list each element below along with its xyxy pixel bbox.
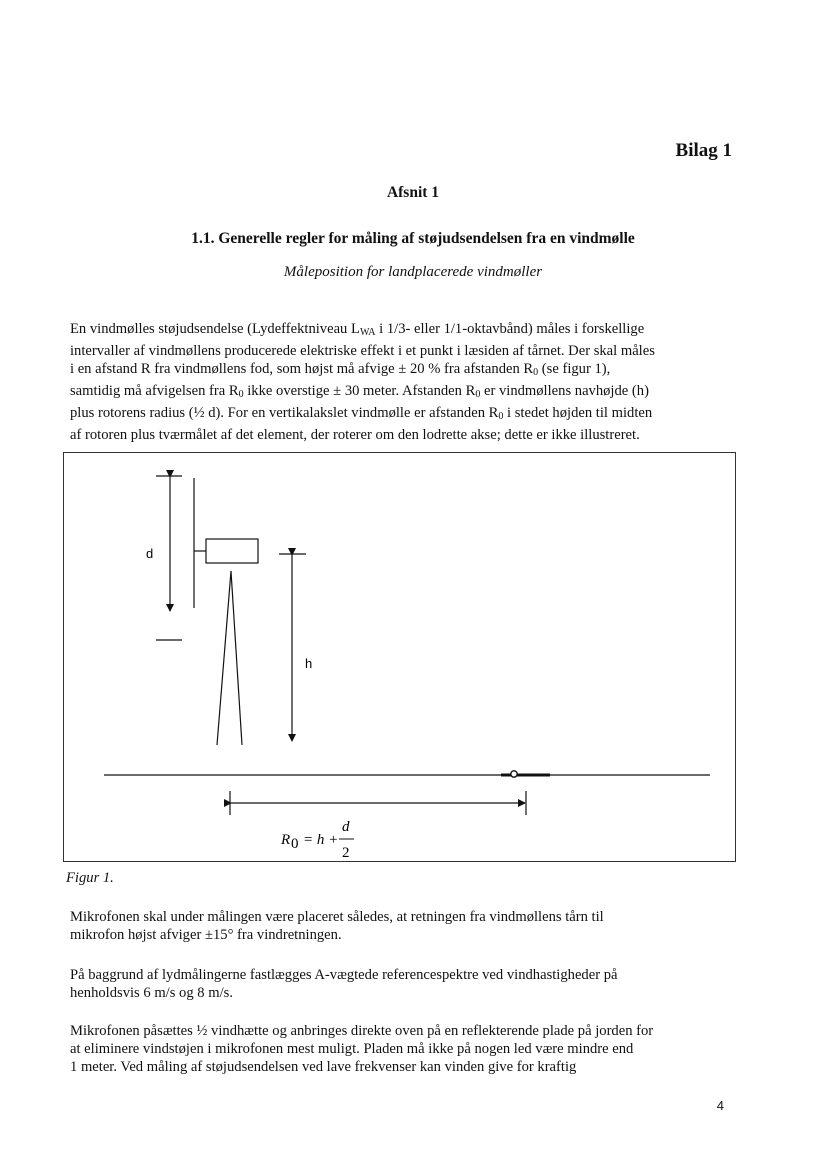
- text-line: Mikrofonen påsættes ½ vindhætte og anbringes direkte oven på en reflekterende plade på jorden for: [70, 1023, 654, 1039]
- label-d: d: [146, 546, 154, 561]
- page-number: 4: [716, 1098, 724, 1113]
- figure-caption: Figur 1.: [66, 870, 114, 886]
- appendix-label: Bilag 1: [675, 140, 732, 161]
- text-line: En vindmølles støjudsendelse (Lydeffektniveau $L_{WA}$ i 1/3- eller 1/1-oktavbånd) måles i forskellige: [70, 321, 645, 338]
- paragraph-microphone-direction: [70, 908, 750, 944]
- paragraph-wind-screen: [70, 1022, 750, 1076]
- text-line: af rotoren plus tværmålet af det element, der roterer om den lodrette akse; dette er ikke illustreret.: [70, 427, 640, 443]
- section-heading: 1.1. Generelle regler for måling af støjudsendelsen fra en vindmølle: [191, 230, 635, 247]
- formula-equals: = h +: [303, 832, 339, 848]
- text-line: henholdsvis 6 m/s og 8 m/s.: [70, 985, 233, 1001]
- formula-denominator: 2: [342, 845, 350, 861]
- text-line: at eliminere vindstøjen i mikrofonen mest muligt. Pladen må ikke på nogen led være mindre end: [70, 1041, 634, 1057]
- text-line: i en afstand R fra vindmøllens fod, som højst må afvige ± 20 % fra afstanden $R_0$ (se figur 1),: [70, 361, 611, 378]
- r0-formula: [280, 819, 354, 861]
- tower-left: [217, 571, 231, 745]
- text-line: samtidig må afvigelsen fra $R_0$ ikke overstige ± 30 meter. Afstanden $R_0$ er vindmøllens navhøjde (h): [70, 383, 649, 400]
- microphone-marker: [511, 771, 517, 777]
- formula-numerator: d: [342, 819, 350, 835]
- wind-turbine-diagram: [64, 453, 737, 863]
- formula-subscript: 0: [291, 836, 299, 852]
- text-line: På baggrund af lydmålingerne fastlægges A-vægtede referencespektre ved vindhastigheder på: [70, 967, 618, 983]
- section-title: Afsnit 1: [386, 184, 440, 201]
- text-line: plus rotorens radius (½ d). For en vertikalakslet vindmølle er afstanden $R_0$ i stedet højden til midten: [70, 405, 653, 422]
- nacelle: [206, 539, 258, 563]
- label-h: h: [305, 656, 313, 671]
- text-line: intervaller af vindmøllens producerede elektriske effekt i et punkt i læsiden af tårnet. Der skal måles: [70, 343, 655, 359]
- text-line: Mikrofonen skal under målingen være placeret således, at retningen fra vindmøllens tårn til: [70, 909, 604, 925]
- text-line: mikrofon højst afviger ±15° fra vindretningen.: [70, 927, 342, 943]
- text-line: 1 meter. Ved måling af støjudsendelsen ved lave frekvenser kan vinden give for kraftig: [70, 1059, 577, 1075]
- paragraph-intro: [70, 320, 750, 444]
- tower-right: [231, 571, 242, 745]
- subsection-heading: Måleposition for landplacerede vindmøller: [283, 264, 543, 280]
- paragraph-reference-spectra: [70, 966, 750, 1002]
- formula-r: R: [281, 832, 291, 848]
- figure-1-diagram: [63, 452, 736, 862]
